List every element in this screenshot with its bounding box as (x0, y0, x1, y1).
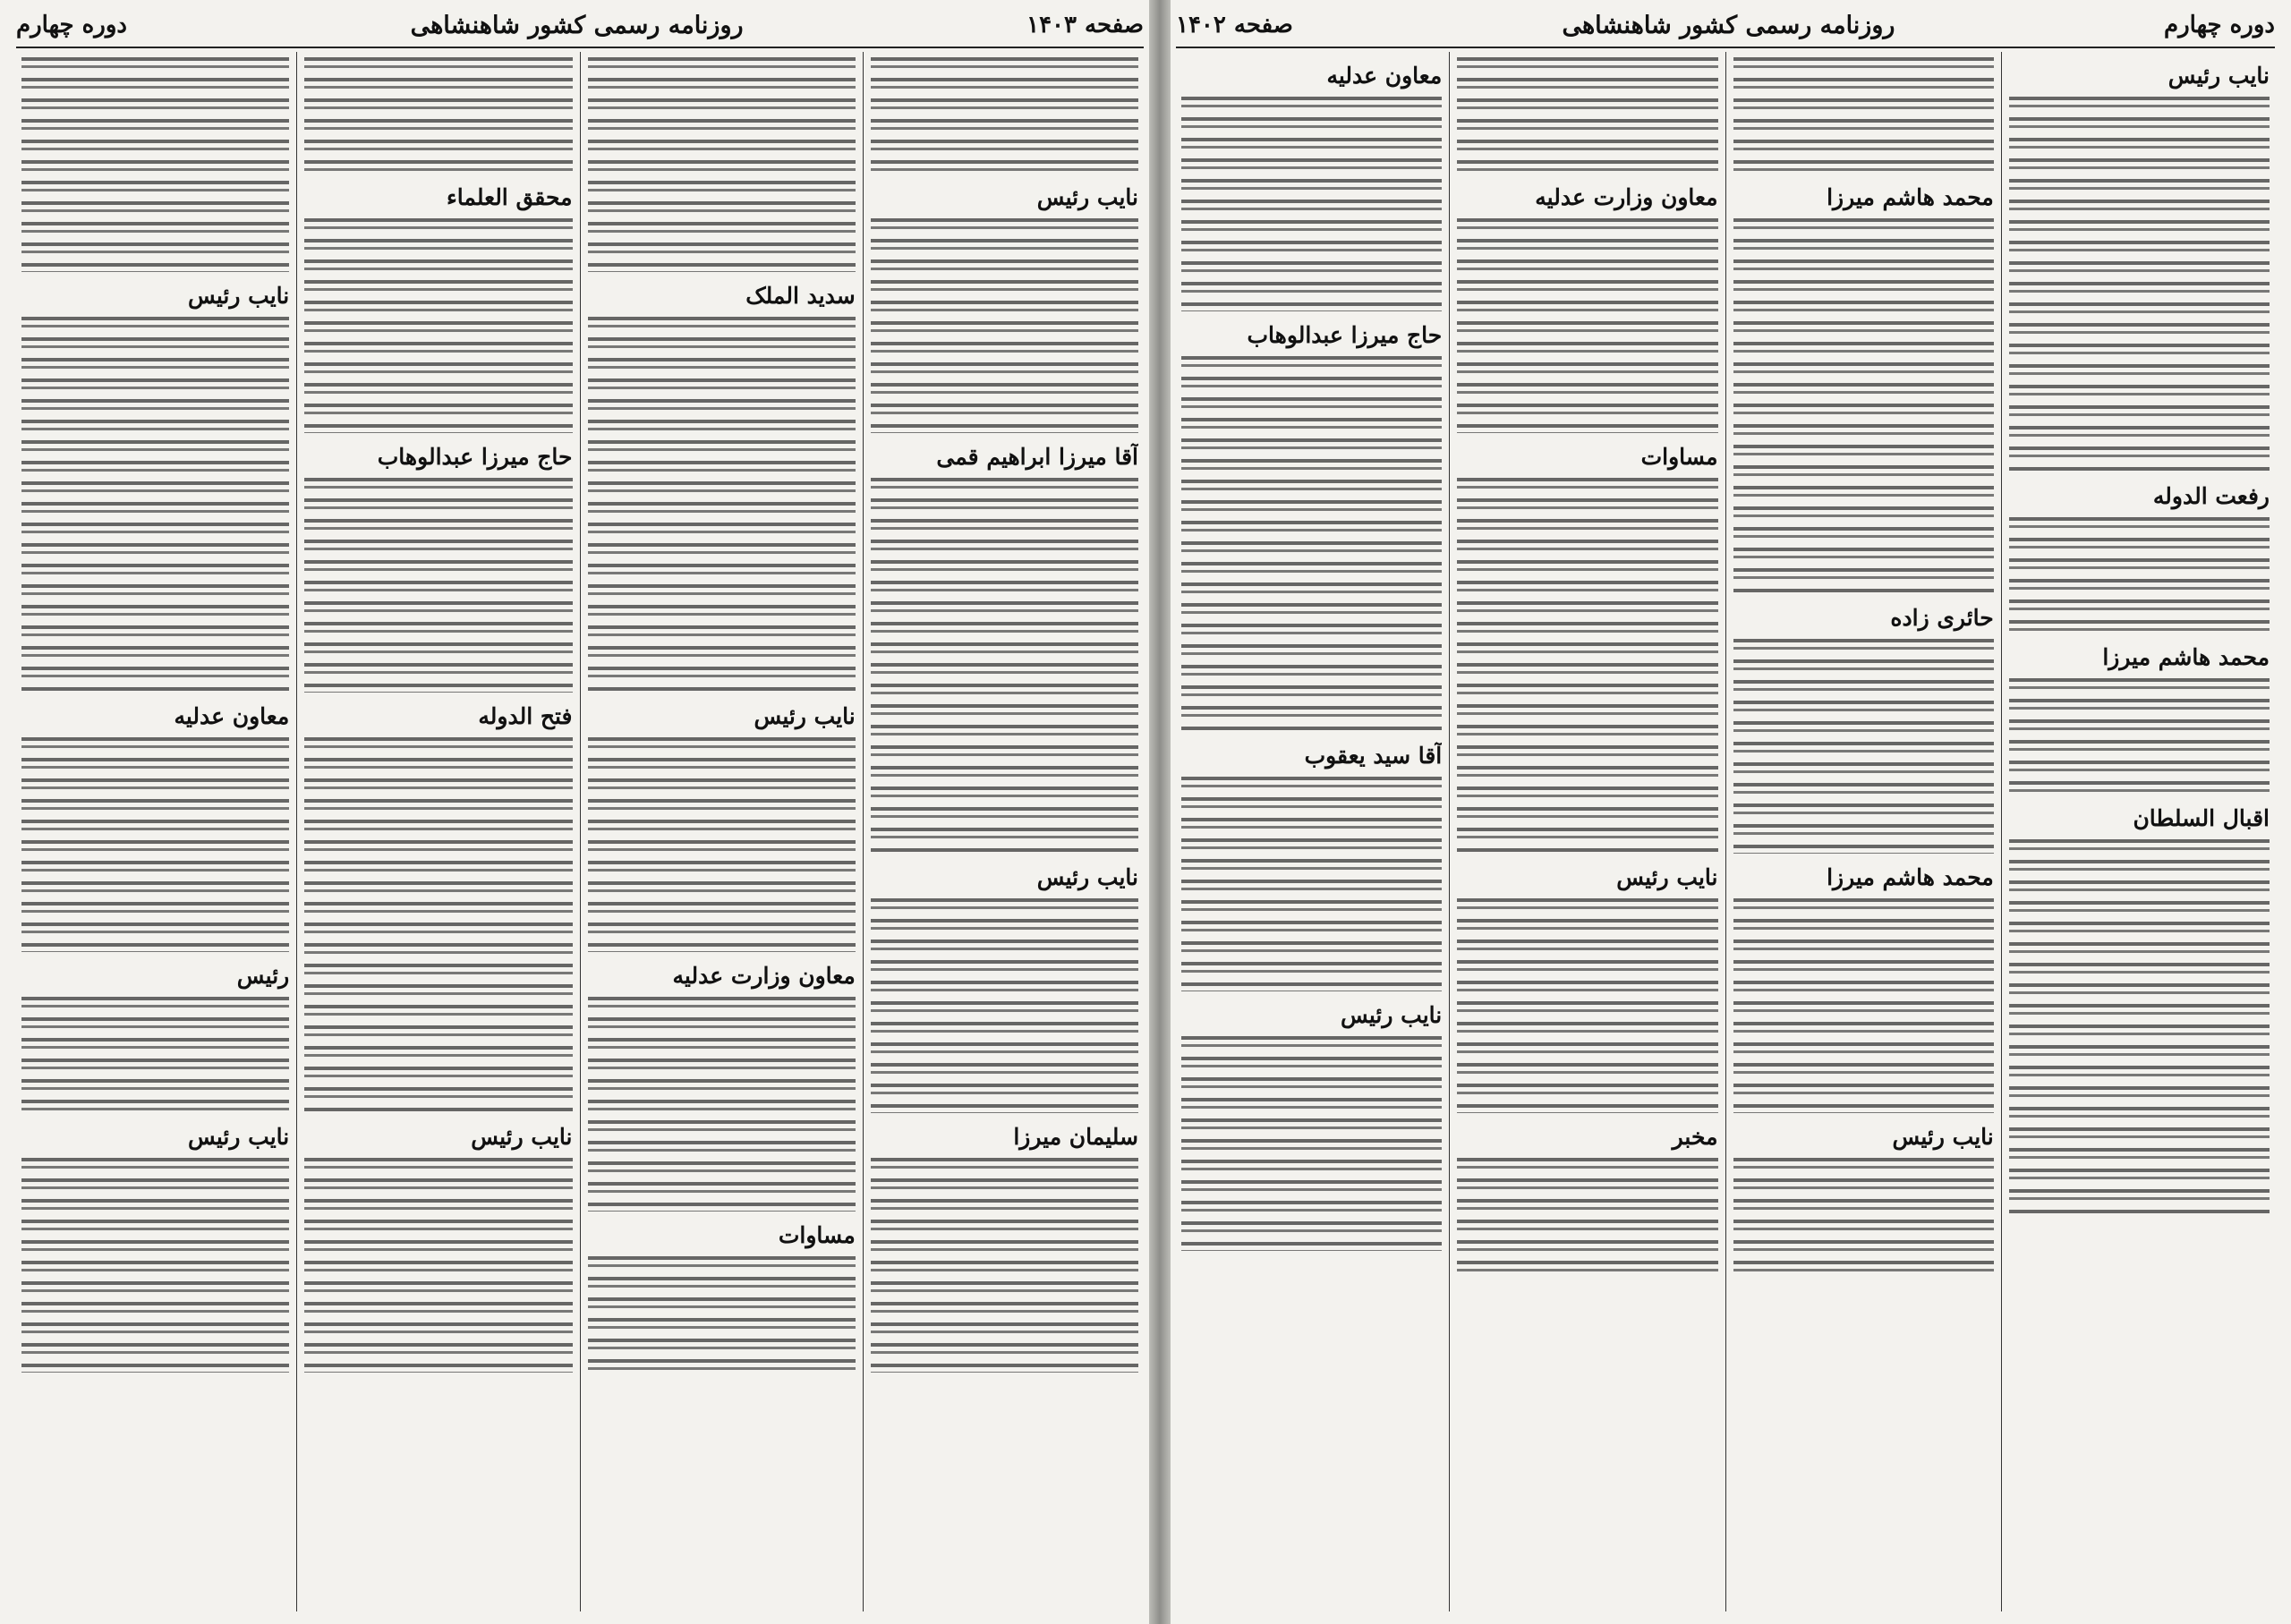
right-paper-title: روزنامه رسمی کشور شاهنشاهی (1562, 11, 1895, 39)
body-text (1733, 218, 1994, 594)
body-text (871, 57, 1138, 174)
speaker-heading: آقا سید یعقوب (1304, 743, 1443, 769)
speaker-heading: حاج میرزا عبدالوهاب (377, 444, 573, 470)
speaker-heading: محقق العلماء (447, 184, 573, 210)
body-text (21, 317, 289, 693)
body-text (1733, 898, 1994, 1113)
speaker-heading: معاون عدلیه (174, 703, 290, 729)
body-text (1457, 478, 1717, 854)
speaker-heading: معاون وزارت عدلیه (672, 963, 856, 989)
body-text (1457, 57, 1717, 174)
speaker-heading: نایب رئیس (188, 283, 290, 309)
speaker-heading: محمد هاشم میرزا (1827, 184, 1994, 210)
speaker-heading: سلیمان میرزا (1013, 1124, 1138, 1150)
body-text (21, 57, 289, 272)
left-running-header (16, 7, 1144, 43)
right-edition: دوره چهارم (2164, 12, 2275, 38)
left-column-1 (863, 52, 1146, 1611)
speaker-heading: معاون عدلیه (1326, 63, 1443, 89)
body-text (304, 218, 572, 433)
left-column-2 (580, 52, 863, 1611)
right-page-number: صفحه ۱۴۰۲ (1176, 12, 1293, 38)
body-text (588, 317, 856, 693)
left-page-number: صفحه ۱۴۰۳ (1026, 12, 1144, 38)
speaker-heading: نایب رئیس (188, 1124, 290, 1150)
speaker-heading: حائری زاده (1890, 605, 1994, 631)
right-columns (1174, 52, 2277, 1611)
speaker-heading: نایب رئیس (2168, 63, 2270, 89)
body-text (588, 997, 856, 1212)
body-text (2009, 839, 2270, 1215)
speaker-heading: سدید الملک (745, 283, 856, 309)
body-text (1457, 218, 1717, 433)
speaker-heading: مخبر (1672, 1124, 1718, 1150)
body-text (2009, 678, 2270, 795)
left-column-4 (14, 52, 296, 1611)
body-text (304, 478, 572, 693)
body-text (1181, 356, 1442, 732)
speaker-heading: محمد هاشم میرزا (1827, 864, 1994, 890)
speaker-heading: آقا میرزا ابراهیم قمی (936, 444, 1138, 470)
speaker-heading: نایب رئیس (1892, 1124, 1994, 1150)
body-text (1181, 1036, 1442, 1251)
speaker-heading: نایب رئیس (754, 703, 856, 729)
body-text (21, 737, 289, 952)
speaker-heading: نایب رئیس (1341, 1002, 1443, 1028)
body-text (1733, 1158, 1994, 1274)
left-paper-title: روزنامه رسمی کشور شاهنشاهی (410, 11, 744, 39)
right-column-1 (2001, 52, 2277, 1611)
body-text (588, 57, 856, 272)
speaker-heading: حاج میرزا عبدالوهاب (1247, 322, 1443, 348)
body-text (1457, 898, 1717, 1113)
left-column-3 (296, 52, 579, 1611)
speaker-heading: محمد هاشم میرزا (2102, 644, 2270, 670)
speaker-heading: رئیس (236, 963, 290, 989)
body-text (21, 997, 289, 1113)
body-text (304, 737, 572, 1113)
left-columns (14, 52, 1146, 1611)
speaker-heading: رفعت الدوله (2152, 483, 2270, 509)
body-text (871, 478, 1138, 854)
speaker-heading: نایب رئیس (471, 1124, 573, 1150)
body-text (871, 898, 1138, 1113)
body-text (1181, 777, 1442, 991)
book-gutter (1149, 0, 1171, 1624)
body-text (588, 737, 856, 952)
speaker-heading: مساوات (778, 1222, 856, 1248)
left-edition: دوره چهارم (16, 12, 127, 38)
left-header-rule (16, 47, 1144, 48)
body-text (871, 218, 1138, 433)
right-column-3 (1449, 52, 1725, 1611)
body-text (1457, 1158, 1717, 1274)
right-column-2 (1725, 52, 2001, 1611)
body-text (304, 1158, 572, 1373)
body-text (2009, 517, 2270, 633)
body-text (588, 1256, 856, 1373)
speaker-heading: نایب رئیس (1616, 864, 1718, 890)
body-text (871, 1158, 1138, 1373)
speaker-heading: اقبال السلطان (2133, 805, 2270, 831)
speaker-heading: فتح الدوله (478, 703, 573, 729)
body-text (2009, 97, 2270, 472)
right-page (1160, 0, 2291, 1624)
right-running-header (1176, 7, 2275, 43)
right-column-4 (1174, 52, 1449, 1611)
right-header-rule (1176, 47, 2275, 48)
body-text (1733, 57, 1994, 174)
speaker-heading: معاون وزارت عدلیه (1535, 184, 1718, 210)
speaker-heading: مساوات (1640, 444, 1718, 470)
speaker-heading: نایب رئیس (1036, 864, 1138, 890)
speaker-heading: نایب رئیس (1036, 184, 1138, 210)
body-text (1733, 639, 1994, 854)
body-text (304, 57, 572, 174)
body-text (1181, 97, 1442, 311)
body-text (21, 1158, 289, 1373)
